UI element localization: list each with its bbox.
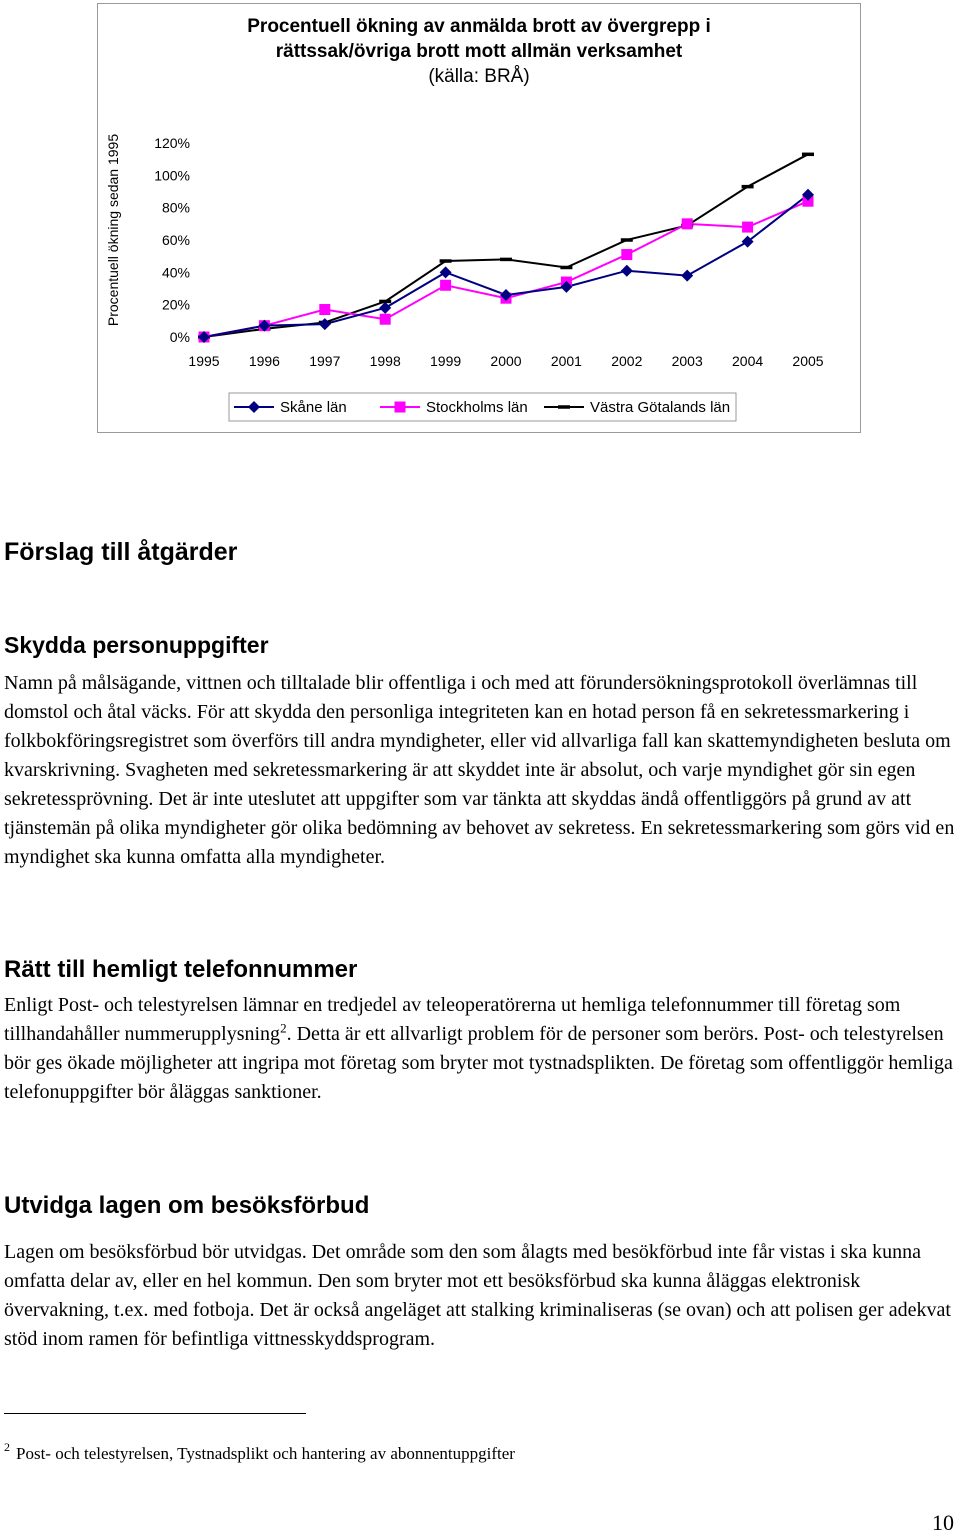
x-tick-label: 1997 [309, 353, 341, 369]
y-tick-label: 20% [161, 296, 190, 313]
y-tick-label: 60% [161, 232, 190, 248]
chart-title-line-2: rättssak/övriga brott mott allmän verksamhet [275, 41, 683, 62]
x-tick-label: 1999 [430, 353, 462, 369]
x-tick-label: 1995 [188, 353, 220, 369]
data-point [440, 280, 451, 291]
line-chart [98, 4, 862, 434]
footnote-number: 2 [4, 1440, 10, 1454]
section-heading-telefonnummer [4, 956, 357, 984]
x-tick-label: 2003 [671, 353, 703, 369]
section-text-telefonnummer-a: Enligt Post- och telestyrelsen lämnar en tredjedel av teleoperatörerna ut hemliga telefonnummer till företag som tillhandahåller nummerupplysning [4, 994, 901, 1045]
section-heading-personuppgifter: Skydda personuppgifter [4, 632, 269, 658]
data-point [380, 314, 391, 325]
series-line [204, 154, 808, 337]
data-point [319, 304, 330, 315]
section-text-personuppgifter: Namn på målsägande, vittnen och tilltalade blir offentliga i och med att förundersökningsprotokoll överlämnas till domstol och åtal väcks. För att skydda den personliga integriteten kan en hotad person få en sekretessmarkering i folkbokföringsregistret som överförs till andra myndigheter, eller vid allvarliga fall kan skattemyndigheten besluta om kvarskrivning. Svagheten med sekretessmarkering är att skyddet inte är absolut, och varje myndighet gör sin egen sekretessprövning. Det är inte uteslutet att uppgifter som var tänkta att skyddas ändå offentliggörs på grund av att tjänstemän på olika myndigheter gör olika bedömning av behovet av sekretess. En sekretessmarkering som görs vid en myndighet ska kunna omfatta alla myndigheter. [4, 672, 955, 868]
data-point [319, 318, 331, 330]
series-line [204, 201, 808, 337]
x-tick-label: 2005 [792, 353, 824, 369]
data-point [681, 270, 693, 282]
y-tick-label: 40% [161, 264, 190, 281]
footnote [4, 1440, 515, 1464]
y-tick-label: 80% [161, 199, 190, 216]
page-number: 10 [932, 1510, 954, 1535]
chart-frame [97, 3, 861, 433]
main-heading: Förslag till åtgärder [4, 538, 238, 566]
chart-title-line-1: Procentuell ökning av anmälda brott av övergrepp i [247, 16, 711, 37]
chart-source: (källa: BRÅ) [428, 66, 530, 87]
legend-label: Västra Götalands län [590, 399, 731, 416]
x-tick-label: 2000 [490, 353, 522, 369]
data-point [621, 249, 632, 260]
footnote-text: Post- och telestyrelsen, Tystnadsplikt och hantering av abonnentuppgifter [16, 1444, 515, 1463]
y-tick-label: 100% [154, 167, 190, 184]
footnote-reference: 2 [280, 1020, 287, 1036]
series-line [204, 195, 808, 337]
x-tick-label: 1998 [369, 353, 401, 369]
section-text-telefonnummer [4, 991, 960, 1107]
x-tick-label: 2001 [550, 353, 582, 369]
section-heading-besoksforbud: Utvidga lagen om besöksförbud [4, 1192, 370, 1219]
x-tick-label: 2002 [611, 353, 643, 369]
footnote-separator [4, 1413, 306, 1414]
legend-label: Skåne län [280, 399, 347, 416]
y-tick-label: 120% [154, 135, 190, 151]
legend-marker [395, 402, 406, 413]
data-point [682, 218, 693, 229]
data-point [440, 266, 452, 278]
section-text-besoksforbud: Lagen om besöksförbud bör utvidgas. Det område som den som ålagts med besökförbud inte får vistas i ska kunna omfatta delar av, eller en hel kommun. Den som bryter mot ett besöksförbud ska kunna åläggas elektronisk övervakning, t.ex. med fotboja. Det är också angeläget att stalking kriminaliseras (se ovan) och att polisen ger adekvat stöd inom ramen för befintliga vittnesskyddsprogram. [4, 1241, 951, 1350]
data-point [621, 265, 633, 277]
x-tick-label: 1996 [248, 353, 280, 369]
x-tick-label: 2004 [732, 353, 764, 369]
legend-label: Stockholms län [426, 399, 528, 416]
y-tick-label: 0% [169, 329, 190, 345]
section-heading-telefonnummer-text: Rätt till hemligt telefonnummer [4, 956, 358, 983]
data-point [742, 222, 753, 233]
section-text-telefonnummer-b: . Detta är ett allvarligt problem för de personer som berörs. Post- och telestyrelsen bör ges ökade möjligheter att ingripa mot företag som bryter mot tystnadsplikten. De företag som offentliggör hemliga telefonuppgifter bör åläggas sanktioner. [4, 1023, 953, 1103]
y-axis-title: Procentuell ökning sedan 1995 [105, 133, 121, 327]
